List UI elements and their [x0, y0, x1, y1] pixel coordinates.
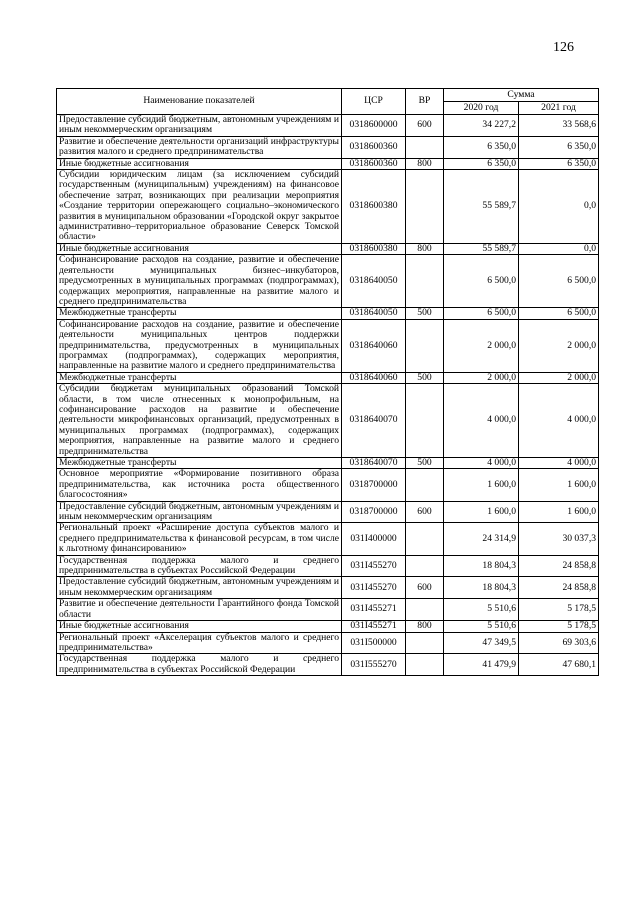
cell-csr: 0318700000 — [342, 469, 406, 501]
cell-csr: 031I455271 — [342, 599, 406, 621]
cell-name: Развитие и обеспечение деятельности организаций инфраструктуры развития малого и среднего предпринимательства — [57, 136, 342, 158]
table-row — [57, 170, 599, 244]
cell-sum-2021: 47 680,1 — [519, 654, 599, 676]
table-header — [57, 89, 599, 115]
cell-sum-2021: 6 500,0 — [519, 255, 599, 308]
header-year-2020: 2020 год — [444, 102, 519, 115]
cell-sum-2021: 6 350,0 — [519, 158, 599, 169]
cell-vr — [406, 469, 444, 501]
cell-vr: 800 — [406, 243, 444, 254]
cell-name: Развитие и обеспечение деятельности Гарантийного фонда Томской области — [57, 599, 342, 621]
cell-csr: 0318640070 — [342, 458, 406, 469]
cell-csr: 031I400000 — [342, 523, 406, 555]
cell-sum-2021: 0,0 — [519, 243, 599, 254]
cell-name: Софинансирование расходов на создание, развитие и обеспечение деятельности муниципальных центров поддержки предпринимательства, предусмотренных в муниципальных программах (подпрограммах), содержащих мероприятия, направленные на развитие малого и среднего предпринимательства — [57, 319, 342, 372]
cell-sum-2021: 5 178,5 — [519, 621, 599, 632]
cell-csr: 031I455270 — [342, 555, 406, 577]
table-row — [57, 384, 599, 458]
table-row — [57, 136, 599, 158]
cell-vr — [406, 384, 444, 458]
header-csr: ЦСР — [342, 89, 406, 115]
cell-sum-2020: 4 000,0 — [444, 384, 519, 458]
cell-name: Государственная поддержка малого и среднего предпринимательства в субъектах Российской Федерации — [57, 555, 342, 577]
cell-csr: 031I455270 — [342, 577, 406, 599]
cell-sum-2020: 47 349,5 — [444, 632, 519, 654]
header-year-2021: 2021 год — [519, 102, 599, 115]
cell-csr: 0318600360 — [342, 158, 406, 169]
cell-name: Межбюджетные трансферты — [57, 372, 342, 383]
cell-name: Региональный проект «Расширение доступа субъектов малого и среднего предпринимательства к финансовой ресурсам, в том числе к льготному финансированию» — [57, 523, 342, 555]
cell-vr — [406, 255, 444, 308]
cell-name: Субсидии юридическим лицам (за исключением субсидий государственным (муниципальным) учреждениям) на финансовое обеспечение затрат, возникающих при реализации мероприятия «Создание территории опережающего социально–экономического развития в муниципальном образовании «Городской округ закрытое административно–территориальное образование Северск Томской области» — [57, 170, 342, 244]
cell-name: Предоставление субсидий бюджетным, автономным учреждениям и иным некоммерческим организациям — [57, 577, 342, 599]
cell-vr: 600 — [406, 577, 444, 599]
header-vr: ВР — [406, 89, 444, 115]
cell-name: Предоставление субсидий бюджетным, автономным учреждениям и иным некоммерческим организациям — [57, 115, 342, 137]
table-row — [57, 158, 599, 169]
table-row — [57, 255, 599, 308]
cell-sum-2021: 30 037,3 — [519, 523, 599, 555]
cell-csr: 031I555270 — [342, 654, 406, 676]
cell-csr: 0318600380 — [342, 170, 406, 244]
cell-csr: 0318600360 — [342, 136, 406, 158]
table-row — [57, 523, 599, 555]
table-row — [57, 632, 599, 654]
cell-vr: 800 — [406, 158, 444, 169]
cell-sum-2021: 4 000,0 — [519, 458, 599, 469]
cell-sum-2020: 18 804,3 — [444, 577, 519, 599]
cell-sum-2021: 1 600,0 — [519, 501, 599, 523]
table-row — [57, 308, 599, 319]
cell-vr — [406, 555, 444, 577]
header-sum: Сумма — [444, 89, 599, 102]
cell-vr — [406, 654, 444, 676]
cell-sum-2021: 33 568,6 — [519, 115, 599, 137]
cell-name: Региональный проект «Акселерация субъектов малого и среднего предпринимательства» — [57, 632, 342, 654]
cell-name: Государственная поддержка малого и среднего предпринимательства в субъектах Российской Федерации — [57, 654, 342, 676]
cell-name: Иные бюджетные ассигнования — [57, 158, 342, 169]
cell-vr: 600 — [406, 115, 444, 137]
cell-csr: 0318640050 — [342, 255, 406, 308]
cell-sum-2020: 18 804,3 — [444, 555, 519, 577]
cell-sum-2020: 6 500,0 — [444, 255, 519, 308]
cell-sum-2020: 1 600,0 — [444, 469, 519, 501]
cell-csr: 0318640060 — [342, 372, 406, 383]
cell-csr: 0318700000 — [342, 501, 406, 523]
cell-sum-2021: 24 858,8 — [519, 577, 599, 599]
cell-vr: 600 — [406, 501, 444, 523]
cell-sum-2020: 6 500,0 — [444, 308, 519, 319]
cell-vr: 500 — [406, 458, 444, 469]
cell-vr — [406, 523, 444, 555]
cell-sum-2020: 41 479,9 — [444, 654, 519, 676]
cell-sum-2021: 24 858,8 — [519, 555, 599, 577]
cell-name: Предоставление субсидий бюджетным, автономным учреждениям и иным некоммерческим организациям — [57, 501, 342, 523]
cell-vr — [406, 632, 444, 654]
cell-name: Межбюджетные трансферты — [57, 458, 342, 469]
cell-sum-2020: 55 589,7 — [444, 243, 519, 254]
cell-name: Иные бюджетные ассигнования — [57, 243, 342, 254]
cell-sum-2021: 4 000,0 — [519, 384, 599, 458]
budget-table — [56, 88, 599, 676]
cell-sum-2020: 4 000,0 — [444, 458, 519, 469]
cell-sum-2020: 34 227,2 — [444, 115, 519, 137]
cell-csr: 0318640070 — [342, 384, 406, 458]
cell-sum-2021: 1 600,0 — [519, 469, 599, 501]
table-body — [57, 115, 599, 676]
cell-sum-2021: 2 000,0 — [519, 319, 599, 372]
table-row — [57, 621, 599, 632]
cell-csr: 031I455271 — [342, 621, 406, 632]
cell-csr: 0318600000 — [342, 115, 406, 137]
cell-vr — [406, 170, 444, 244]
cell-vr — [406, 599, 444, 621]
cell-csr: 0318600380 — [342, 243, 406, 254]
cell-sum-2020: 6 350,0 — [444, 158, 519, 169]
header-name: Наименование показателей — [57, 89, 342, 115]
cell-sum-2020: 55 589,7 — [444, 170, 519, 244]
cell-sum-2021: 6 500,0 — [519, 308, 599, 319]
cell-sum-2020: 2 000,0 — [444, 372, 519, 383]
table-row — [57, 654, 599, 676]
table-row — [57, 372, 599, 383]
cell-sum-2020: 1 600,0 — [444, 501, 519, 523]
cell-vr: 500 — [406, 372, 444, 383]
cell-csr: 0318640050 — [342, 308, 406, 319]
table-row — [57, 243, 599, 254]
cell-name: Межбюджетные трансферты — [57, 308, 342, 319]
cell-vr — [406, 136, 444, 158]
cell-sum-2020: 2 000,0 — [444, 319, 519, 372]
cell-sum-2021: 69 303,6 — [519, 632, 599, 654]
table-row — [57, 469, 599, 501]
table-row — [57, 115, 599, 137]
cell-name: Софинансирование расходов на создание, развитие и обеспечение деятельности муниципальных бизнес–инкубаторов, предусмотренных в муниципальных программах (подпрограммах), содержащих мероприятия, направленные на развитие малого и среднего предпринимательства — [57, 255, 342, 308]
cell-csr: 0318640060 — [342, 319, 406, 372]
cell-sum-2020: 5 510,6 — [444, 599, 519, 621]
page-number: 126 — [553, 40, 574, 55]
cell-sum-2020: 24 314,9 — [444, 523, 519, 555]
cell-sum-2021: 2 000,0 — [519, 372, 599, 383]
cell-sum-2020: 5 510,6 — [444, 621, 519, 632]
cell-sum-2021: 5 178,5 — [519, 599, 599, 621]
cell-name: Иные бюджетные ассигнования — [57, 621, 342, 632]
cell-sum-2021: 0,0 — [519, 170, 599, 244]
cell-name: Субсидии бюджетам муниципальных образований Томской области, в том числе отнесенных к монопрофильным, на софинансирование расходов на развитие и обеспечение деятельности микрофинансовых организаций, предусмотренных в муниципальных программах (подпрограммах), содержащих мероприятия, направленные на развитие малого и среднего предпринимательства — [57, 384, 342, 458]
table-row — [57, 319, 599, 372]
cell-name: Основное мероприятие «Формирование позитивного образа предпринимательства, как источника роста общественного благосостояния» — [57, 469, 342, 501]
table-row — [57, 555, 599, 577]
cell-vr: 500 — [406, 308, 444, 319]
table-row — [57, 458, 599, 469]
cell-sum-2021: 6 350,0 — [519, 136, 599, 158]
cell-sum-2020: 6 350,0 — [444, 136, 519, 158]
table-row — [57, 501, 599, 523]
table-row — [57, 577, 599, 599]
cell-vr: 800 — [406, 621, 444, 632]
cell-csr: 031I500000 — [342, 632, 406, 654]
cell-vr — [406, 319, 444, 372]
table-row — [57, 599, 599, 621]
